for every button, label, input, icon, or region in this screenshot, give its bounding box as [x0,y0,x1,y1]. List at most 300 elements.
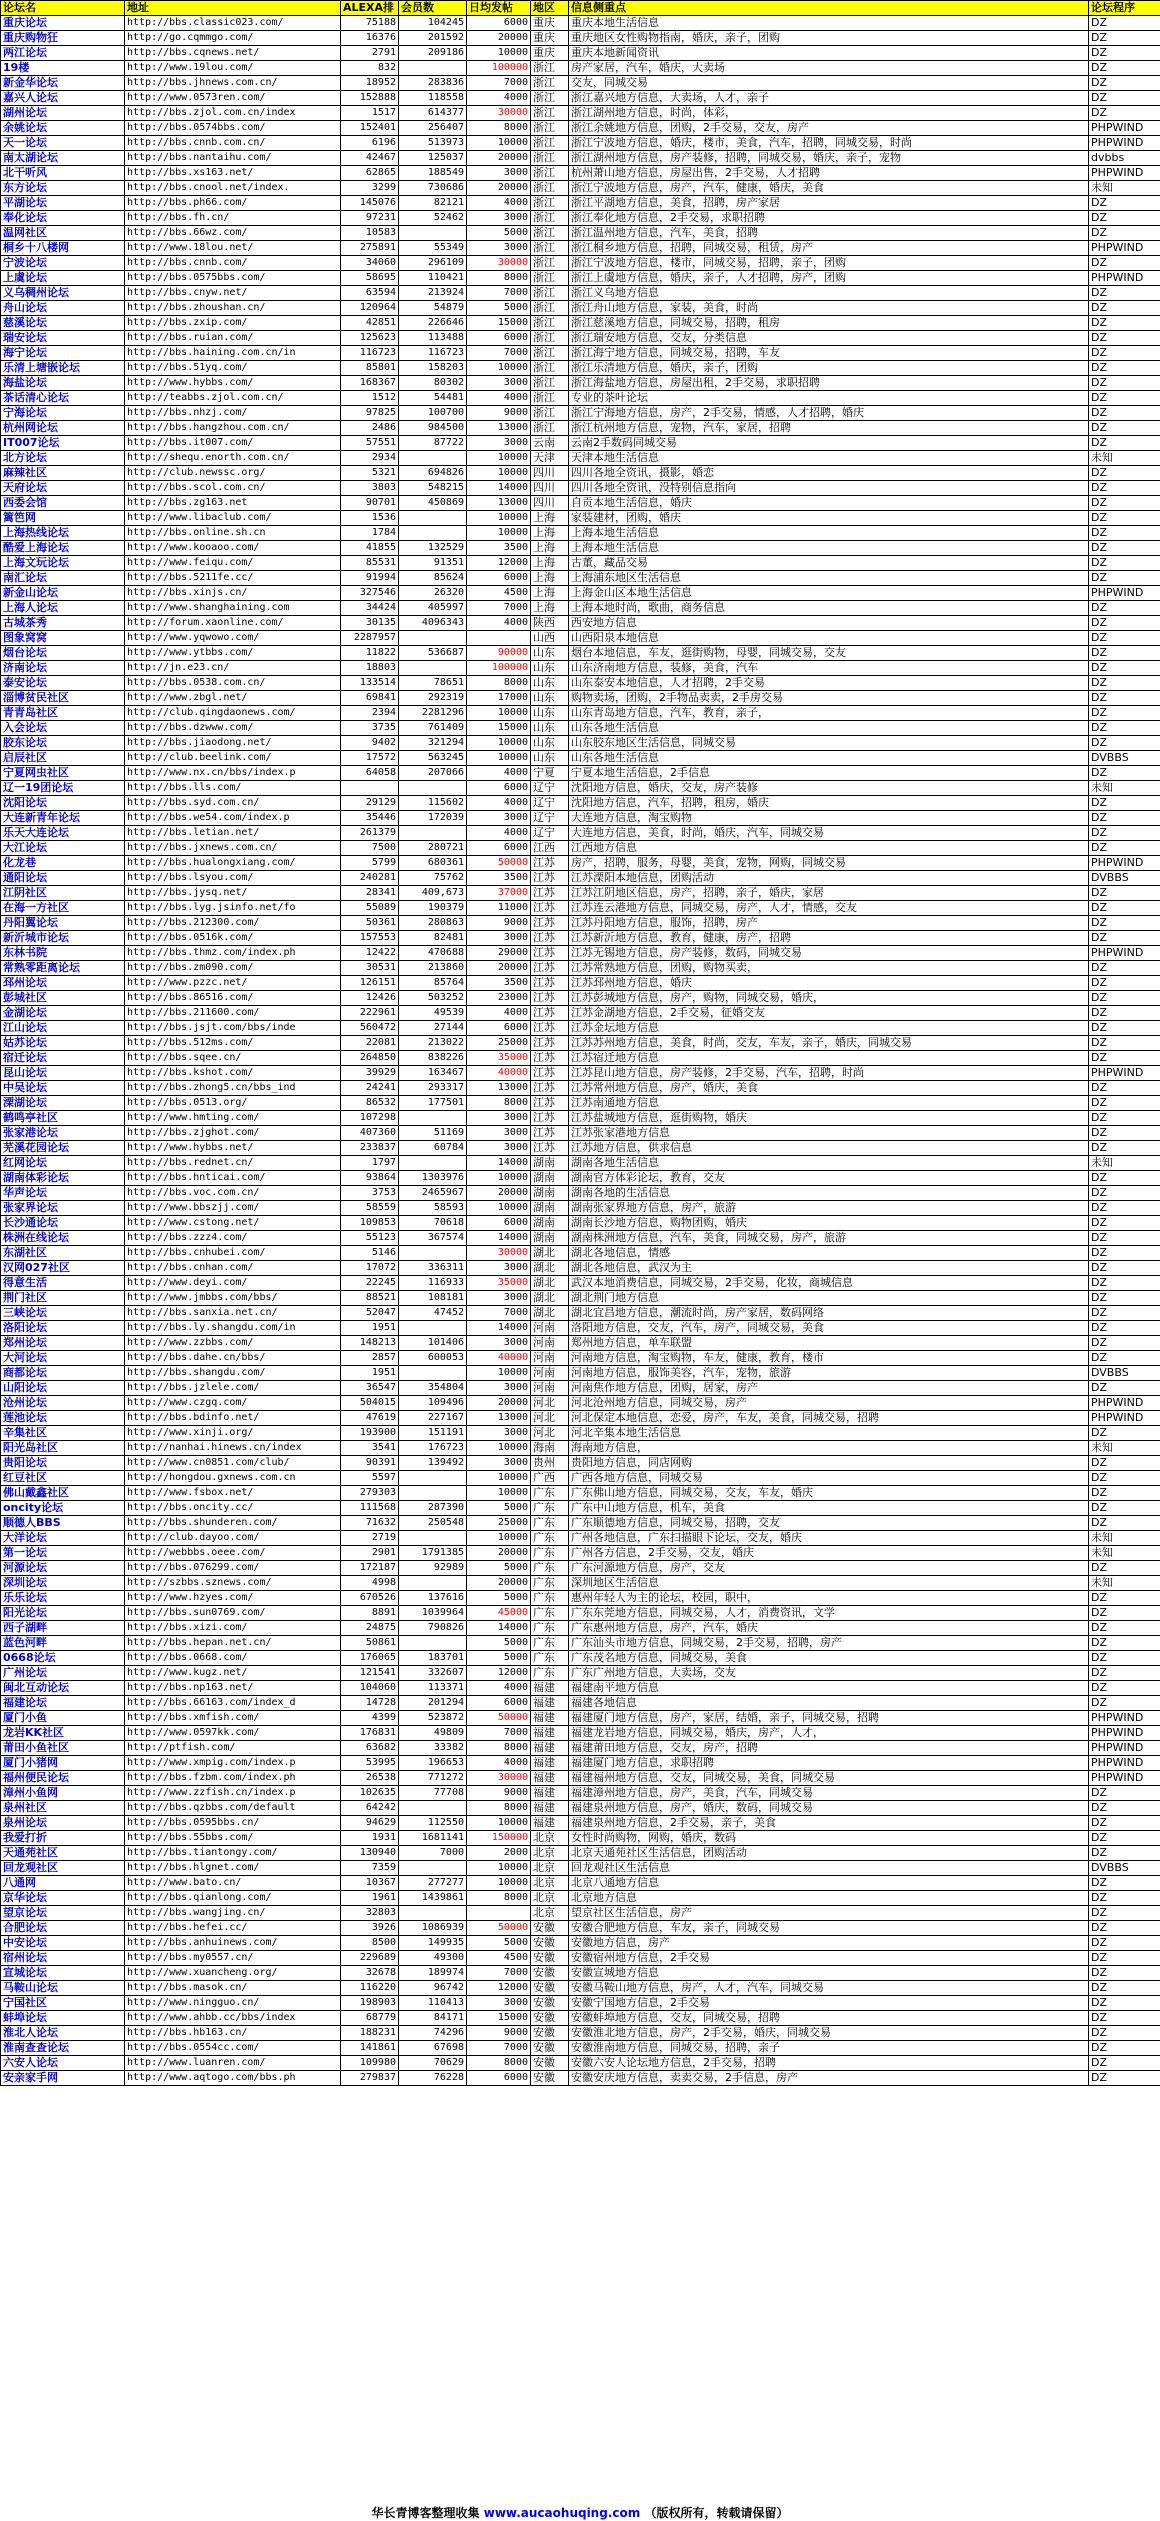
address-cell[interactable]: http://bbs.anhuinews.com/ [125,1936,341,1951]
address-cell[interactable]: http://bbs.0668.com/ [125,1651,341,1666]
focus-cell: 浙江奉化地方信息，2手交易，求职招聘 [569,211,1089,226]
address-cell[interactable]: http://bbs.syd.com.cn/ [125,796,341,811]
table-row [1,631,1160,646]
address-cell[interactable]: http://www.feiqu.com/ [125,556,341,571]
members-cell [399,1366,467,1381]
program-cell: DZ [1089,286,1160,301]
forum-name-cell: 图象窝窝 [1,631,125,646]
address-cell[interactable]: http://bbs.nhzj.com/ [125,406,341,421]
address-cell[interactable]: http://www.libaclub.com/ [125,511,341,526]
table-row [1,796,1160,811]
table-row [1,151,1160,166]
focus-cell: 广东汕头市地方信息，同城交易，2手交易，招聘，房产 [569,1636,1089,1651]
address-cell[interactable]: http://bbs.sqee.cn/ [125,1051,341,1066]
address-cell[interactable]: http://www.shanghaining.com [125,601,341,616]
members-cell [399,1156,467,1171]
address-cell[interactable]: http://bbs.hefei.cc/ [125,1921,341,1936]
table-row [1,226,1160,241]
address-cell[interactable]: http://bbs.it007.com/ [125,436,341,451]
address-cell[interactable]: http://www.bato.cn/ [125,1876,341,1891]
address-cell[interactable]: http://bbs.sun0769.com/ [125,1606,341,1621]
forum-name-cell: 北干听风 [1,166,125,181]
program-cell: DZ [1089,1231,1160,1246]
program-cell: DZ [1089,1651,1160,1666]
address-cell[interactable]: http://bbs.cnyw.net/ [125,286,341,301]
address-cell[interactable]: http://www.fsbox.net/ [125,1486,341,1501]
daily-posts-cell: 15000 [467,721,531,736]
forum-name-cell: 汉网027社区 [1,1261,125,1276]
table-row [1,256,1160,271]
forum-name-cell: 重庆论坛 [1,16,125,31]
region-cell: 江苏 [531,1036,569,1051]
address-cell[interactable]: http://bbs.hb163.cn/ [125,2026,341,2041]
program-cell: DZ [1089,631,1160,646]
focus-cell: 广东佛山地方信息，同城交易，交友，车友，婚庆 [569,1486,1089,1501]
members-cell: 116723 [399,346,467,361]
address-cell[interactable]: http://bbs.0538.com.cn/ [125,676,341,691]
address-cell[interactable]: http://www.zzbbs.com/ [125,1336,341,1351]
address-cell[interactable]: http://bbs.cnnb.com.cn/ [125,136,341,151]
address-cell[interactable]: http://bbs.zhoushan.cn/ [125,301,341,316]
address-cell[interactable]: http://bbs.51yq.com/ [125,361,341,376]
members-cell: 85624 [399,571,467,586]
address-cell[interactable]: http://bbs.0516k.com/ [125,931,341,946]
focus-cell: 山西阳泉本地信息 [569,631,1089,646]
address-cell[interactable]: http://bbs.zg163.net [125,496,341,511]
alexa-cell: 130940 [341,1846,399,1861]
address-cell[interactable]: http://club.beelink.com/ [125,751,341,766]
address-cell[interactable]: http://bbs.fh.cn/ [125,211,341,226]
members-cell: 49539 [399,1006,467,1021]
daily-posts-cell: 5000 [467,1651,531,1666]
address-cell[interactable]: http://bbs.hnticai.com/ [125,1171,341,1186]
address-cell[interactable]: http://bbs.nantaihu.com/ [125,151,341,166]
table-row [1,526,1160,541]
address-cell[interactable]: http://bbs.bdinfo.net/ [125,1411,341,1426]
alexa-cell: 85531 [341,556,399,571]
address-cell[interactable]: http://bbs.qianlong.com/ [125,1891,341,1906]
address-cell[interactable]: http://bbs.512ms.com/ [125,1036,341,1051]
daily-posts-cell: 15000 [467,2011,531,2026]
table-row [1,511,1160,526]
address-cell[interactable]: http://www.hybbs.com/ [125,376,341,391]
forum-name-cell: 广州论坛 [1,1666,125,1681]
forum-name-cell: 杭州网论坛 [1,421,125,436]
address-cell[interactable]: http://bbs.tiantongy.com/ [125,1846,341,1861]
address-cell[interactable]: http://www.0573ren.com/ [125,91,341,106]
program-cell: PHPWIND [1089,946,1160,961]
daily-posts-cell: 3500 [467,541,531,556]
table-row [1,1231,1160,1246]
address-cell[interactable]: http://bbs.zjol.com.cn/index [125,106,341,121]
forum-name-cell: 莲池论坛 [1,1411,125,1426]
table-row [1,91,1160,106]
forum-name-cell: 新金山论坛 [1,586,125,601]
address-cell[interactable]: http://bbs.86516.com/ [125,991,341,1006]
table-row [1,331,1160,346]
region-cell: 浙江 [531,376,569,391]
address-cell[interactable]: http://shequ.enorth.com.cn/ [125,451,341,466]
alexa-cell: 63682 [341,1741,399,1756]
address-cell[interactable]: http://bbs.cqnews.net/ [125,46,341,61]
forum-name-cell: oncity论坛 [1,1501,125,1516]
address-cell[interactable]: http://www.bbszjj.com/ [125,1201,341,1216]
forum-name-cell: 阳光岛社区 [1,1441,125,1456]
address-cell[interactable]: http://bbs.zhong5.cn/bbs_ind [125,1081,341,1096]
program-cell: DZ [1089,1276,1160,1291]
address-cell[interactable]: http://www.xuancheng.org/ [125,1966,341,1981]
members-cell: 113371 [399,1681,467,1696]
focus-cell: 江苏地方信息，供求信息 [569,1141,1089,1156]
address-cell[interactable]: http://bbs.hlgnet.com/ [125,1861,341,1876]
address-cell[interactable]: http://bbs.0595bbs.cn/ [125,1816,341,1831]
table-row [1,1126,1160,1141]
forum-name-cell: 古城茶秀 [1,616,125,631]
address-cell[interactable]: http://www.ytbbs.com/ [125,646,341,661]
alexa-cell: 2934 [341,451,399,466]
forum-name-cell: 六安人论坛 [1,2056,125,2071]
table-row [1,1531,1160,1546]
table-row [1,1186,1160,1201]
members-cell: 280863 [399,916,467,931]
forum-name-cell: 0668论坛 [1,1651,125,1666]
address-cell[interactable]: http://www.xinji.org/ [125,1426,341,1441]
address-cell[interactable]: http://bbs.online.sh.cn [125,526,341,541]
focus-cell: 浙江余姚地方信息，团购，2手交易，交友，房产 [569,121,1089,136]
address-cell[interactable]: http://nanhai.hinews.cn/index [125,1441,341,1456]
focus-cell: 沈阳地方信息，婚庆，交友，房产装修 [569,781,1089,796]
daily-posts-cell: 30000 [467,1771,531,1786]
alexa-cell: 57551 [341,436,399,451]
program-cell: DZ [1089,1261,1160,1276]
address-cell[interactable]: http://bbs.hangzhou.com.cn/ [125,421,341,436]
address-cell[interactable]: http://bbs.rednet.cn/ [125,1156,341,1171]
table-row [1,1471,1160,1486]
address-cell[interactable]: http://www.kooaoo.com/ [125,541,341,556]
address-cell[interactable]: http://www.zbgl.net/ [125,691,341,706]
daily-posts-cell: 6000 [467,331,531,346]
address-cell[interactable]: http://bbs.voc.com.cn/ [125,1186,341,1201]
address-cell[interactable]: http://bbs.lsyou.com/ [125,871,341,886]
address-cell[interactable]: http://bbs.jhnews.com.cn/ [125,76,341,91]
address-cell[interactable]: http://www.nx.cn/bbs/index.p [125,766,341,781]
daily-posts-cell: 8000 [467,271,531,286]
address-cell[interactable]: http://www.xmpig.com/index.p [125,1756,341,1771]
address-cell[interactable]: http://bbs.qzbbs.com/default [125,1801,341,1816]
footer-site-link[interactable]: www.aucaohuqing.com [483,2506,641,2520]
address-cell[interactable]: http://bbs.jxnews.com.cn/ [125,841,341,856]
daily-posts-cell: 7000 [467,2041,531,2056]
address-cell[interactable]: http://www.cstong.net/ [125,1216,341,1231]
region-cell: 广西 [531,1471,569,1486]
address-cell[interactable]: http://bbs.zjghot.com/ [125,1126,341,1141]
daily-posts-cell: 3000 [467,1126,531,1141]
address-cell[interactable]: http://bbs.zzz4.com/ [125,1231,341,1246]
address-cell[interactable]: http://www.18lou.net/ [125,241,341,256]
daily-posts-cell: 14000 [467,1156,531,1171]
address-cell[interactable]: http://bbs.fzbm.com/index.ph [125,1771,341,1786]
program-cell: DZ [1089,511,1160,526]
table-row [1,421,1160,436]
region-cell: 福建 [531,1756,569,1771]
address-cell[interactable]: http://bbs.masok.cn/ [125,1981,341,1996]
region-cell: 江苏 [531,961,569,976]
alexa-cell: 68779 [341,2011,399,2026]
address-cell[interactable]: http://bbs.0513.org/ [125,1096,341,1111]
table-row [1,301,1160,316]
address-cell[interactable]: http://bbs.lyg.jsinfo.net/fo [125,901,341,916]
table-row [1,376,1160,391]
address-cell[interactable]: http://bbs.np163.net/ [125,1681,341,1696]
daily-posts-cell: 2000 [467,1846,531,1861]
members-cell [399,1636,467,1651]
address-cell[interactable]: http://szbbs.sznews.com/ [125,1576,341,1591]
focus-cell: 自贡本地生活信息，婚庆 [569,496,1089,511]
forum-name-cell: 19楼 [1,61,125,76]
address-cell[interactable]: http://bbs.jiaodong.net/ [125,736,341,751]
forum-name-cell: 第一论坛 [1,1546,125,1561]
address-cell[interactable]: http://bbs.cnnb.com/ [125,256,341,271]
address-cell[interactable]: http://www.19lou.com/ [125,61,341,76]
address-cell[interactable]: http://bbs.jysq.net/ [125,886,341,901]
alexa-cell: 93864 [341,1171,399,1186]
region-cell: 四川 [531,481,569,496]
program-cell: DZ [1089,106,1160,121]
table-row [1,751,1160,766]
address-cell[interactable]: http://bbs.cnhubei.com/ [125,1246,341,1261]
forum-name-cell: 龙岩KK社区 [1,1726,125,1741]
address-cell[interactable]: http://forum.xaonline.com/ [125,616,341,631]
address-cell[interactable]: http://www.cn0851.com/club/ [125,1456,341,1471]
members-cell [399,1486,467,1501]
address-cell[interactable]: http://bbs.0554cc.com/ [125,2041,341,2056]
table-row [1,931,1160,946]
address-cell[interactable]: http://jn.e23.cn/ [125,661,341,676]
address-cell[interactable]: http://www.kugz.net/ [125,1666,341,1681]
address-cell[interactable]: http://bbs.scol.com.cn/ [125,481,341,496]
forum-name-cell: 南太湖论坛 [1,151,125,166]
forum-name-cell: 三峡论坛 [1,1306,125,1321]
address-cell[interactable]: http://bbs.212300.com/ [125,916,341,931]
address-cell[interactable]: http://bbs.dzwww.com/ [125,721,341,736]
address-cell[interactable]: http://www.hmting.com/ [125,1111,341,1126]
program-cell: DZ [1089,886,1160,901]
members-cell: 332607 [399,1666,467,1681]
address-cell[interactable]: http://bbs.ph66.com/ [125,196,341,211]
address-cell[interactable]: http://bbs.211600.com/ [125,1006,341,1021]
address-cell[interactable]: http://bbs.shunderen.com/ [125,1516,341,1531]
address-cell[interactable]: http://bbs.zm090.com/ [125,961,341,976]
daily-posts-cell: 5000 [467,1561,531,1576]
address-cell[interactable]: http://bbs.66163.com/index_d [125,1696,341,1711]
address-cell[interactable]: http://bbs.we54.com/index.p [125,811,341,826]
table-row [1,136,1160,151]
region-cell: 上海 [531,511,569,526]
program-cell: DZ [1089,1591,1160,1606]
address-cell[interactable]: http://bbs.my0557.cn/ [125,1951,341,1966]
address-cell[interactable]: http://bbs.haining.com.cn/in [125,346,341,361]
address-cell[interactable]: http://www.luanren.com/ [125,2056,341,2071]
focus-cell: 浙江上虞地方信息，婚庆，亲子，人才招聘，房产，团购 [569,271,1089,286]
members-cell: 227167 [399,1411,467,1426]
focus-cell: 湖南张家界地方信息，房产，旅游 [569,1201,1089,1216]
address-cell[interactable]: http://www.hybbs.net/ [125,1141,341,1156]
address-cell[interactable]: http://ptfish.com/ [125,1741,341,1756]
table-row [1,706,1160,721]
address-cell[interactable]: http://bbs.jsjt.com/bbs/inde [125,1021,341,1036]
address-cell[interactable]: http://club.qingdaonews.com/ [125,706,341,721]
address-cell[interactable]: http://bbs.cnool.net/index. [125,181,341,196]
members-cell: 112550 [399,1816,467,1831]
members-cell: 201592 [399,31,467,46]
members-cell: 213022 [399,1036,467,1051]
address-cell[interactable]: http://bbs.hualongxiang.com/ [125,856,341,871]
table-row [1,2041,1160,2056]
address-cell[interactable]: http://bbs.jzlele.com/ [125,1381,341,1396]
address-cell[interactable]: http://bbs.sanxia.net.cn/ [125,1306,341,1321]
members-cell: 226646 [399,316,467,331]
address-cell[interactable]: http://bbs.076299.com/ [125,1561,341,1576]
region-cell: 江苏 [531,1126,569,1141]
address-cell[interactable]: http://bbs.cnhan.com/ [125,1261,341,1276]
address-cell[interactable]: http://bbs.wangjing.cn/ [125,1906,341,1921]
address-cell[interactable]: http://bbs.ly.shangdu.com/in [125,1321,341,1336]
daily-posts-cell: 10000 [467,1171,531,1186]
address-cell[interactable]: http://bbs.shangdu.com/ [125,1366,341,1381]
table-row [1,121,1160,136]
address-cell[interactable]: http://bbs.zxip.com/ [125,316,341,331]
program-cell: DZ [1089,346,1160,361]
address-cell[interactable]: http://club.newssc.org/ [125,466,341,481]
table-row [1,1606,1160,1621]
address-cell[interactable]: http://bbs.lls.com/ [125,781,341,796]
address-cell[interactable]: http://www.ningguo.cn/ [125,1996,341,2011]
daily-posts-cell: 9000 [467,406,531,421]
address-cell[interactable]: http://bbs.55bbs.com/ [125,1831,341,1846]
focus-cell: 湖南长沙地方信息，购物团购，婚庆 [569,1216,1089,1231]
daily-posts-cell: 7000 [467,286,531,301]
daily-posts-cell: 45000 [467,1606,531,1621]
alexa-cell: 10367 [341,1876,399,1891]
address-cell[interactable]: http://www.yqwowo.com/ [125,631,341,646]
members-cell: 67698 [399,2041,467,2056]
region-cell: 河南 [531,1381,569,1396]
address-cell[interactable]: http://www.0597kk.com/ [125,1726,341,1741]
members-cell: 49809 [399,1726,467,1741]
program-cell: DVBBS [1089,751,1160,766]
daily-posts-cell: 3000 [467,931,531,946]
region-cell: 江苏 [531,916,569,931]
focus-cell: 江苏丹阳地方信息，服饰，招聘，房产 [569,916,1089,931]
address-cell[interactable]: http://bbs.letian.net/ [125,826,341,841]
address-cell[interactable]: http://bbs.0575bbs.com/ [125,271,341,286]
focus-cell: 福建漳州地方信息，房产，美食，汽车，同城交易 [569,1786,1089,1801]
address-cell[interactable]: http://bbs.classic023.com/ [125,16,341,31]
focus-cell: 安徽宁国地方信息，2手交易 [569,1996,1089,2011]
daily-posts-cell: 12000 [467,556,531,571]
address-cell[interactable]: http://club.dayoo.com/ [125,1531,341,1546]
address-cell[interactable]: http://bbs.hepan.net.cn/ [125,1636,341,1651]
focus-cell: 湖北宜昌地方信息，潮流时尚，房产家居，数码网络 [569,1306,1089,1321]
focus-cell: 广东广州地方信息，大卖场，交友 [569,1666,1089,1681]
table-row [1,76,1160,91]
members-cell: 354804 [399,1381,467,1396]
address-cell[interactable]: http://bbs.xinjs.cn/ [125,586,341,601]
program-cell: DZ [1089,676,1160,691]
address-cell[interactable]: http://teabbs.zjol.com.cn/ [125,391,341,406]
region-cell: 山东 [531,736,569,751]
address-cell[interactable]: http://bbs.0574bbs.com/ [125,121,341,136]
alexa-cell: 5597 [341,1471,399,1486]
address-cell[interactable]: http://bbs.xizi.com/ [125,1621,341,1636]
address-cell[interactable]: http://bbs.thmz.com/index.ph [125,946,341,961]
alexa-cell: 152401 [341,121,399,136]
forum-name-cell: 上海人论坛 [1,601,125,616]
address-cell[interactable]: http://bbs.ruian.com/ [125,331,341,346]
address-cell[interactable]: http://bbs.xmfish.com/ [125,1711,341,1726]
table-row [1,46,1160,61]
address-cell[interactable]: http://go.cqmmgo.com/ [125,31,341,46]
address-cell[interactable]: http://bbs.xs163.net/ [125,166,341,181]
alexa-cell: 14728 [341,1696,399,1711]
forum-name-cell: 常熟零距离论坛 [1,961,125,976]
focus-cell: 安徽淮南地方信息，同城交易，招聘，亲子 [569,2041,1089,2056]
members-cell: 188549 [399,166,467,181]
header-alexa: ALEXA排 [341,1,399,16]
daily-posts-cell: 3000 [467,211,531,226]
address-cell[interactable]: http://www.czgq.com/ [125,1396,341,1411]
region-cell: 上海 [531,586,569,601]
members-cell: 77708 [399,1786,467,1801]
program-cell: DZ [1089,826,1160,841]
region-cell: 湖南 [531,1216,569,1231]
address-cell[interactable]: http://bbs.dahe.cn/bbs/ [125,1351,341,1366]
address-cell[interactable]: http://www.deyi.com/ [125,1276,341,1291]
alexa-cell: 233837 [341,1141,399,1156]
daily-posts-cell: 7000 [467,1726,531,1741]
members-cell: 1681141 [399,1831,467,1846]
address-cell[interactable]: http://bbs.5211fe.cc/ [125,571,341,586]
table-row [1,166,1160,181]
address-cell[interactable]: http://www.pzzc.net/ [125,976,341,991]
alexa-cell: 1931 [341,1831,399,1846]
region-cell: 浙江 [531,166,569,181]
forum-name-cell: 江阴社区 [1,886,125,901]
table-row [1,766,1160,781]
address-cell[interactable]: http://bbs.66wz.com/ [125,226,341,241]
address-cell[interactable]: http://www.jmbbs.com/bbs/ [125,1291,341,1306]
address-cell[interactable]: http://www.aqtogo.com/bbs.ph [125,2071,341,2086]
address-cell[interactable]: http://www.hzyes.com/ [125,1591,341,1606]
address-cell[interactable]: http://bbs.kshot.com/ [125,1066,341,1081]
program-cell: DZ [1089,1201,1160,1216]
address-cell[interactable]: http://hongdou.gxnews.com.cn [125,1471,341,1486]
program-cell: DZ [1089,76,1160,91]
members-cell: 60784 [399,1141,467,1156]
daily-posts-cell [467,1906,531,1921]
address-cell[interactable]: http://www.ahbb.cc/bbs/index [125,2011,341,2026]
address-cell[interactable]: http://www.zzfish.cn/index.p [125,1786,341,1801]
table-row [1,1336,1160,1351]
table-row [1,481,1160,496]
forum-name-cell: 泰安论坛 [1,676,125,691]
daily-posts-cell: 3000 [467,1456,531,1471]
forum-name-cell: 贵阳论坛 [1,1456,125,1471]
address-cell[interactable]: http://webbbs.oeee.com/ [125,1546,341,1561]
focus-cell: 福建龙岩地方信息，同城交易，婚庆，房产，人才， [569,1726,1089,1741]
region-cell: 上海 [531,601,569,616]
address-cell[interactable]: http://bbs.oncity.cc/ [125,1501,341,1516]
